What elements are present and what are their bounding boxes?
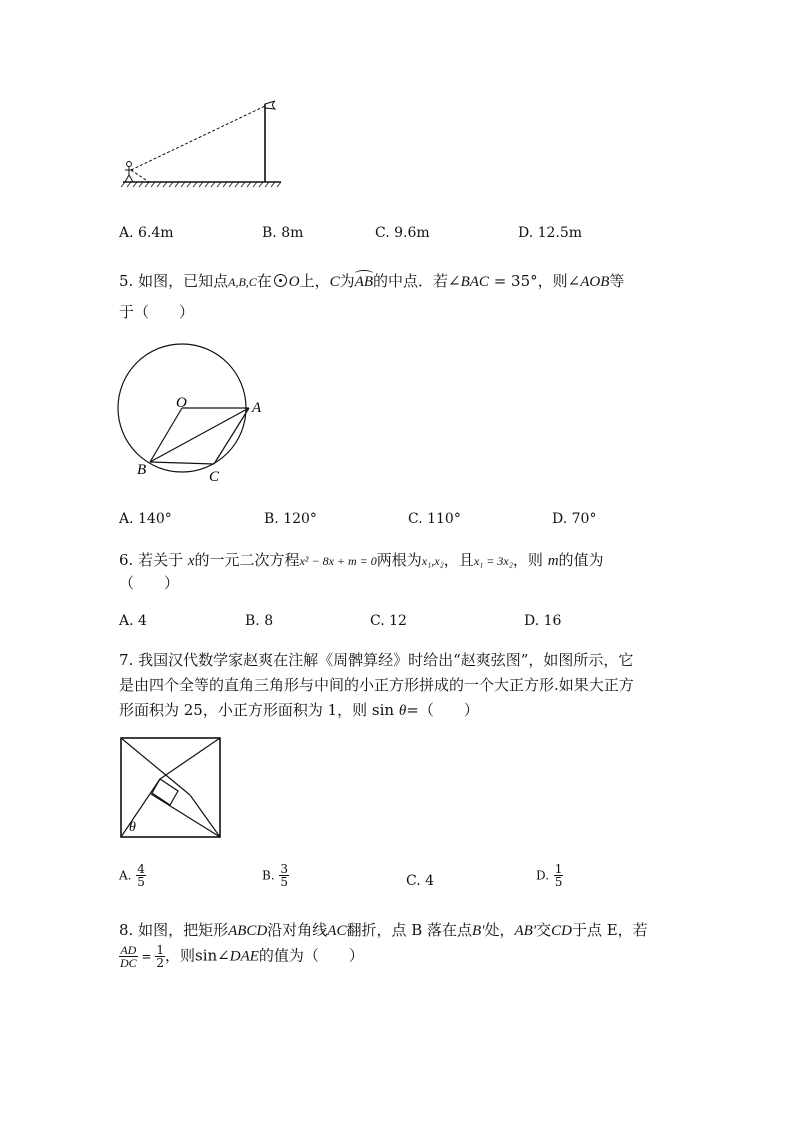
q5-text-3: 上， [299, 272, 330, 290]
q4-option-d[interactable]: D. 12.5m [518, 225, 583, 241]
q6-text-1: 若关于 [138, 551, 188, 569]
circle-dot-icon [274, 274, 287, 287]
q6-option-c[interactable]: C. 12 [370, 613, 407, 629]
q8-text-8: 的值为（ ） [258, 946, 364, 965]
q8-question [119, 919, 648, 940]
q5-question [119, 270, 624, 291]
q8-text-7: ，则sin∠ [165, 946, 230, 965]
q8-diag-ac: AC [327, 923, 347, 939]
q8-question-line2 [119, 944, 364, 969]
q5-text-6: = 35°，则∠ [488, 272, 581, 290]
q7-option-b-label: B. [262, 868, 275, 883]
q8-half-num: 1 [156, 943, 164, 957]
q7-option-d-num: 1 [554, 862, 563, 876]
q8-ratio-num: AD [120, 943, 137, 957]
q6-equation: x² − 8x + m = 0 [299, 554, 377, 568]
q7-text-b: =（ ） [406, 701, 479, 719]
q6-var-x: x [187, 553, 195, 569]
q6-question [119, 549, 604, 570]
q4-figure [115, 96, 290, 191]
q7-option-c[interactable]: C. 4 [406, 873, 435, 889]
q7-option-a-num: 4 [137, 862, 145, 876]
q6-option-a[interactable]: A. 4 [119, 613, 147, 629]
q7-text-a: 形面积为 25，小正方形面积为 1，则 sin [119, 701, 399, 719]
small-square [152, 779, 178, 805]
q7-option-a-fraction [136, 863, 146, 888]
q5-option-d[interactable]: D. 70° [552, 511, 597, 527]
triangle-side-2 [160, 738, 220, 779]
q4-option-b[interactable]: B. 8m [262, 225, 304, 241]
segment-bc [150, 462, 214, 464]
q6-text-6: 的值为 [558, 551, 604, 569]
q5-angle-aob: AOB [580, 274, 610, 290]
q5-figure [112, 336, 272, 486]
sight-line-to-ground [131, 170, 149, 182]
q5-question-line2: 于（ ） [119, 303, 195, 321]
label-a: A [252, 400, 262, 416]
q8-ratio-fraction [119, 944, 138, 969]
q6-option-b[interactable]: B. 8 [245, 613, 274, 629]
q6-text-5: ，则 [512, 551, 548, 569]
q7-option-d-label: D. [536, 868, 550, 883]
q8-rect-abcd: ABCD [228, 923, 268, 939]
q8-angle-dae: DAE [229, 948, 259, 965]
q8-segment-cd: CD [551, 923, 572, 939]
q5-arc-name: AB [354, 274, 374, 290]
label-c: C [209, 469, 220, 485]
q8-half-fraction [155, 944, 165, 969]
q7-question-line1: 7. 我国汉代数学家赵爽在注解《周髀算经》时给出“赵爽弦图”，如图所示，它 [119, 651, 634, 669]
q5-option-a[interactable]: A. 140° [119, 511, 172, 527]
q5-number: 5. [119, 272, 139, 290]
q7-option-a[interactable] [119, 863, 146, 888]
q8-number: 8. [119, 921, 139, 939]
q8-text-5: 交 [536, 921, 552, 939]
q8-text-6: 于点 E，若 [571, 921, 648, 939]
q7-option-b-fraction [279, 863, 289, 888]
person-icon [125, 162, 133, 183]
sight-line-to-top [131, 106, 265, 170]
q7-option-d[interactable] [536, 863, 563, 888]
q8-text-2: 沿对角线 [267, 921, 328, 939]
q7-option-a-den: 5 [137, 875, 145, 889]
q7-option-d-den: 5 [554, 875, 563, 889]
q5-text-1: 如图，已知点 [138, 272, 229, 290]
segment-ac [214, 408, 249, 464]
label-theta: θ [129, 820, 136, 835]
q6-text-3: 两根为 [376, 551, 422, 569]
segment-ab [150, 408, 249, 462]
q5-option-b[interactable]: B. 120° [264, 511, 317, 527]
q8-equals: = [137, 949, 156, 964]
q8-ratio-den: DC [120, 956, 137, 970]
triangle-side-1 [121, 779, 160, 837]
q5-angle-bac: BAC [460, 274, 489, 290]
triangle-side-5 [151, 794, 220, 837]
q7-figure [118, 735, 223, 840]
q6-option-d[interactable]: D. 16 [524, 613, 562, 629]
q8-text-1: 如图，把矩形 [138, 921, 229, 939]
q7-question-line3 [119, 699, 479, 720]
q8-text-4: 处， [484, 921, 515, 939]
q6-var-m: m [547, 553, 559, 569]
q5-option-c[interactable]: C. 110° [408, 511, 461, 527]
label-o: O [176, 395, 187, 411]
q6-question-line2: （ ） [119, 574, 180, 592]
q5-circle-name: O [288, 274, 300, 290]
q7-option-b-num: 3 [280, 862, 289, 876]
q7-option-d-fraction [554, 863, 564, 888]
q7-theta: θ [398, 703, 407, 719]
q5-point-c: C [329, 274, 340, 290]
q4-option-c[interactable]: C. 9.6m [375, 225, 430, 241]
q8-text-3: 翻折，点 B 落在点 [346, 921, 473, 939]
q6-condition: x₁ = 3x₂ [473, 554, 513, 568]
q8-segment-abp: AB′ [514, 923, 537, 939]
q6-text-2: 的一元二次方程 [194, 551, 300, 569]
q6-roots: x₁,x₂ [421, 554, 444, 568]
q7-question-line2: 是由四个全等的直角三角形与中间的小正方形拼成的一个大正方形.如果大正方 [119, 676, 634, 694]
q6-number: 6. [119, 551, 139, 569]
q5-text-5: 的中点．若∠ [373, 272, 461, 290]
q5-text-7: 等 [609, 272, 625, 290]
q5-points: A,B,C [228, 275, 257, 289]
q7-option-a-label: A. [119, 868, 132, 883]
q8-point-bp: B′ [472, 923, 485, 939]
arc-icon [355, 270, 373, 277]
q6-text-4: ，且 [443, 551, 474, 569]
q5-text-2: 在 [256, 272, 272, 290]
q4-option-a[interactable]: A. 6.4m [119, 225, 174, 241]
q7-option-b[interactable] [262, 863, 289, 888]
q8-half-den: 2 [156, 956, 164, 970]
q7-option-b-den: 5 [280, 875, 289, 889]
label-b: B [137, 462, 147, 478]
triangle-side-4 [190, 795, 220, 837]
q5-text-4: 为 [339, 272, 355, 290]
flag-icon [265, 101, 275, 109]
